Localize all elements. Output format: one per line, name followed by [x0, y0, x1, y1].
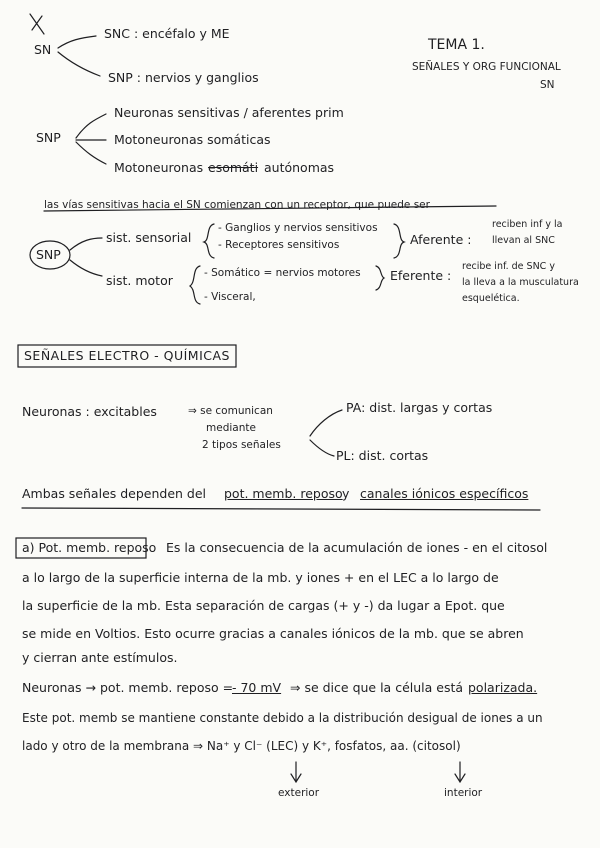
pl-line: PL: dist. cortas — [336, 448, 429, 463]
eferente-line-1: recibe inf. de SNC y — [462, 261, 555, 272]
interior-label: interior — [444, 787, 483, 799]
mediante: mediante — [206, 422, 256, 434]
snp-line: SNP : nervios y ganglios — [108, 70, 259, 85]
para-a-label: a) Pot. memb. reposo — [22, 540, 157, 555]
sist-sensorial: sist. sensorial — [106, 230, 192, 245]
motor-item-2: - Visceral, — [204, 291, 256, 303]
para-a-line-3: la superficie de la mb. Esta separación de cargas (+ y -) da lugar a Epot. que — [22, 598, 505, 613]
exterior-label: exterior — [278, 787, 320, 799]
aferente-line-1: reciben inf y la — [492, 219, 563, 230]
para-a-line-2: a lo largo de la superficie interna de la mb. y iones + en el LEC a lo largo de — [22, 570, 499, 585]
sn-label: SN — [34, 42, 52, 57]
snp-circle-label: SNP — [36, 247, 61, 262]
eferente-line-3: esquelética. — [462, 293, 520, 304]
minus-70-mv: - 70 mV — [232, 680, 282, 695]
eferente-line-2: la lleva a la musculatura — [462, 277, 579, 288]
snp-label: SNP — [36, 130, 61, 145]
se-comunican: ⇒ se comunican — [188, 405, 273, 417]
neuronas-pot-prefix: Neuronas → pot. memb. reposo = — [22, 680, 234, 695]
sist-motor: sist. motor — [106, 273, 173, 288]
para-a-line-4: se mide en Voltios. Esto ocurre gracias a canales iónicos de la mb. que se abren — [22, 626, 524, 641]
sensorial-item-1: - Ganglios y nervios sensitivos — [218, 222, 378, 234]
snc-line: SNC : encéfalo y ME — [104, 26, 230, 41]
snp-item-3-crossed: esomáti — [208, 160, 259, 175]
este-line-2: lado y otro de la membrana ⇒ Na⁺ y Cl⁻ (LEC) y K⁺, fosfatos, aa. (citosol) — [22, 739, 461, 753]
sensorial-item-2: - Receptores sensitivos — [218, 239, 340, 251]
para-a-line-5: y cierran ante estímulos. — [22, 650, 178, 665]
polarizada: polarizada. — [468, 680, 538, 695]
pot-memb-reposo-link: pot. memb. reposo — [224, 486, 343, 501]
ambas-y: y — [342, 486, 350, 501]
este-line-1: Este pot. memb se mantiene constante debido a la distribución desigual de iones a un — [22, 711, 543, 725]
aferente-line-2: llevan al SNC — [492, 235, 555, 246]
tema-subtitle: SEÑALES Y ORG FUNCIONAL — [412, 61, 561, 73]
snp-item-1: Neuronas sensitivas / aferentes prim — [114, 105, 344, 120]
eferente-label: Eferente : — [390, 268, 452, 283]
ambas-senales: Ambas señales dependen del — [22, 486, 207, 501]
struck-sentence: las vías sensitivas hacia el SN comienzan con un receptor, que puede ser — [44, 199, 430, 211]
dos-tipos-senales: 2 tipos señales — [202, 439, 281, 451]
tema-subtitle-2: SN — [540, 79, 555, 91]
se-dice-que: ⇒ se dice que la célula está — [290, 680, 464, 695]
tema-title: TEMA 1. — [428, 37, 485, 53]
pa-line: PA: dist. largas y cortas — [346, 400, 493, 415]
snp-item-2: Motoneuronas somáticas — [114, 132, 271, 147]
neuronas-excitables: Neuronas : excitables — [22, 404, 157, 419]
snp-item-3: Motoneuronas — [114, 160, 204, 175]
aferente-label: Aferente : — [410, 232, 472, 247]
motor-item-1: - Somático = nervios motores — [204, 267, 361, 279]
snp-item-3-end: autónomas — [264, 160, 335, 175]
canales-ionicos: canales iónicos específicos — [360, 486, 529, 501]
para-a-line-1: Es la consecuencia de la acumulación de iones - en el citosol — [166, 540, 548, 555]
section-title: SEÑALES ELECTRO - QUÍMICAS — [24, 348, 230, 363]
